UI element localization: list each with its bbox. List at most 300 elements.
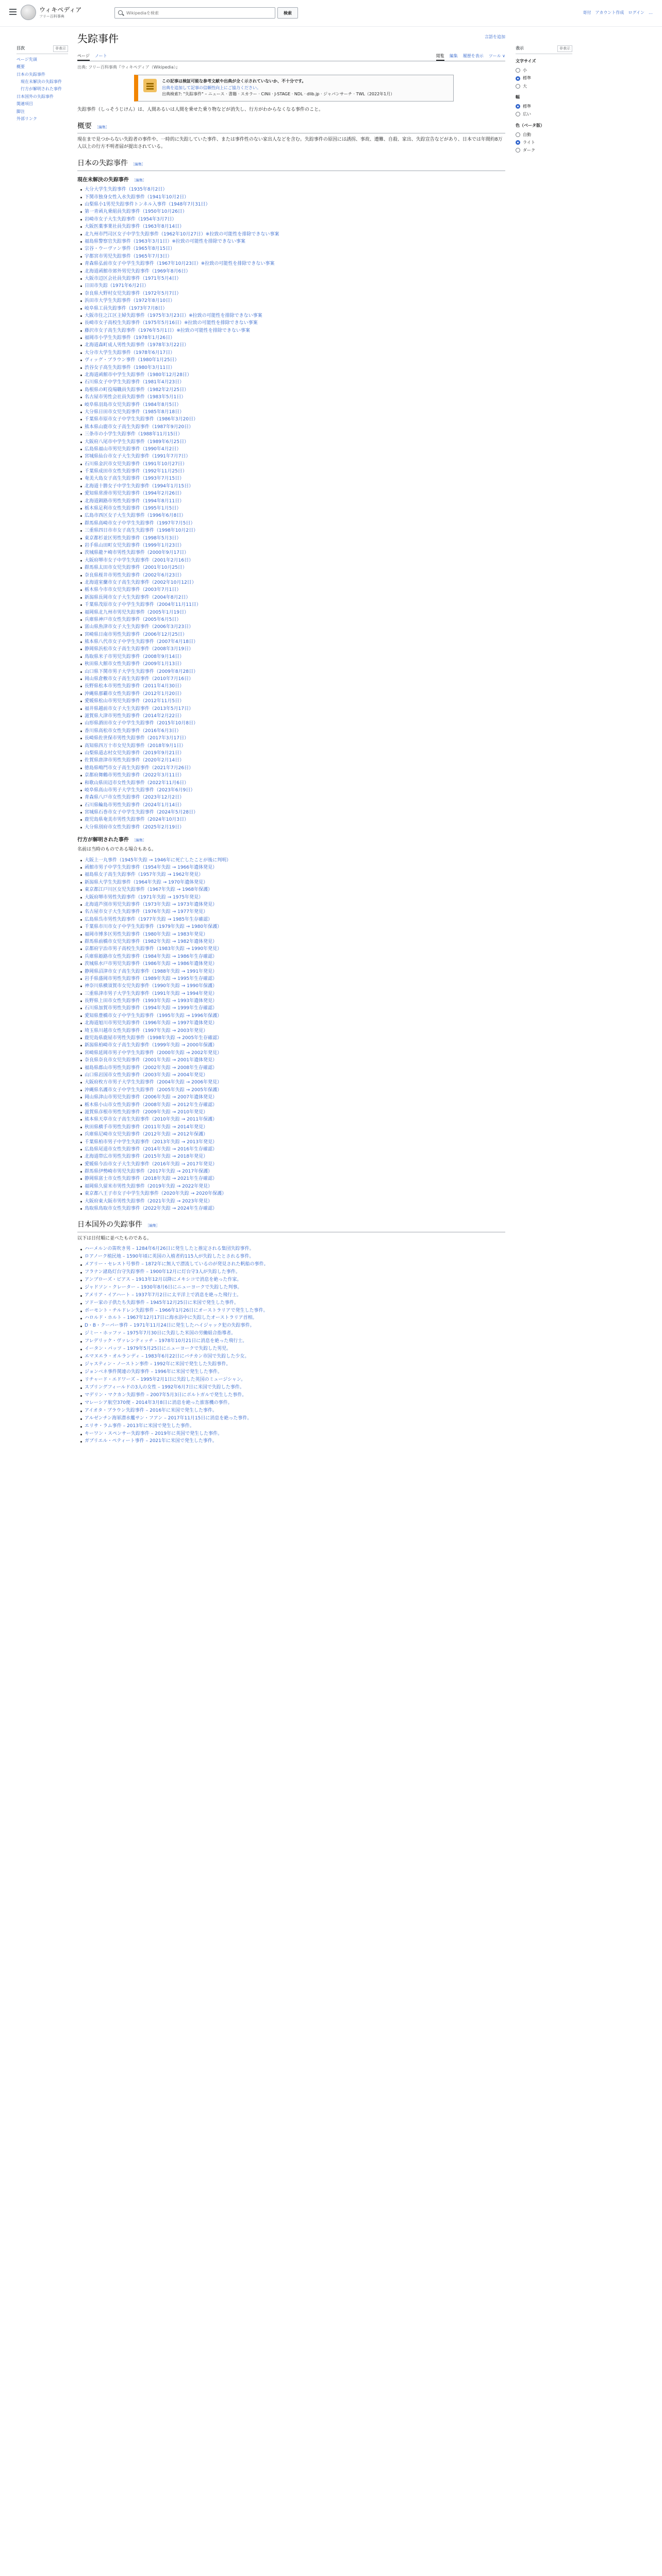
intl-item-link[interactable]: ジャドソン・クレーター – 1930年8月6日にニューヨークで失踪した判事。 bbox=[85, 1284, 242, 1290]
unsolved-item-link[interactable]: 静岡県浜松市女子高生失踪事件（2008年3月19日） bbox=[85, 647, 194, 652]
unsolved-item-link[interactable]: 岐阜県高山市男子大学生失踪事件（2023年6月9日） bbox=[85, 787, 195, 793]
solved-item bbox=[85, 1198, 505, 1205]
unsolved-item bbox=[85, 268, 505, 275]
unsolved-item-link[interactable]: 大分大学生失踪事件（1935年8月2日） bbox=[85, 187, 168, 193]
solved-item-link[interactable]: 東京都八王子市女子中学生失踪事件（2020年失踪 → 2020年保護） bbox=[85, 1191, 227, 1197]
unsolved-item-link[interactable]: 三重県四日市市女子高生失踪事件（1998年10月2日） bbox=[85, 528, 198, 534]
notice-line-2[interactable]: 出典を追加して記事の信頼性向上にご協力ください。 bbox=[162, 85, 261, 90]
unsolved-item bbox=[85, 327, 505, 334]
solved-item-link[interactable]: 岡山県津山市男児失踪事件（2006年失踪 → 2007年遺体発見） bbox=[85, 1095, 218, 1100]
unsolved-item bbox=[85, 660, 505, 668]
unsolved-item bbox=[85, 245, 505, 252]
unsolved-item-link[interactable]: 名古屋市男性会社員失踪事件（1983年5月1日） bbox=[85, 395, 186, 400]
appearance-panel bbox=[516, 45, 572, 155]
unsolved-item-link[interactable]: 千葉県茂原市女子中学生失踪事件（2004年11月11日） bbox=[85, 602, 201, 608]
unsolved-item-link[interactable]: 大阪府堺市女子中学生失踪事件（2001年2月16日） bbox=[85, 557, 194, 563]
unsolved-item-link[interactable]: 徳島県鳴門市女子高生失踪事件（2021年7月26日） bbox=[85, 765, 194, 771]
unsolved-item-link[interactable]: 新潟県長岡市女子大生失踪事件（2004年8月2日） bbox=[85, 595, 191, 600]
solved-item-link[interactable]: 千葉県市川市女子中学生失踪事件（1979年失踪 → 1980年保護） bbox=[85, 924, 222, 930]
unsolved-item-link[interactable]: 宮崎県日南市男性失踪事件（2006年12月25日） bbox=[85, 632, 187, 637]
unsolved-item-link[interactable]: 大分県別府市女性失踪事件（2025年2月19日） bbox=[85, 824, 185, 830]
donate-link[interactable]: 寄付 bbox=[583, 10, 591, 15]
intl-item bbox=[85, 1269, 505, 1276]
solved-item-link[interactable]: 岩手県盛岡市男性失踪事件（1989年失踪 → 1995年生存確認） bbox=[85, 976, 218, 981]
color-option-label: ライト bbox=[523, 140, 535, 145]
solved-item-link[interactable]: 沖縄県名護市女子中学生失踪事件（2005年失踪 → 2005年保護） bbox=[85, 1087, 222, 1093]
text-size-option[interactable] bbox=[516, 74, 572, 82]
solved-item-link[interactable]: 名古屋市女子大生失踪事件（1976年失踪 → 1977年発見） bbox=[85, 909, 208, 915]
solved-item bbox=[85, 1139, 505, 1146]
unsolved-item bbox=[85, 498, 505, 505]
intl-item-link[interactable]: アメリア・イアハート – 1937年7月2日に太平洋上で消息を絶った飛行士。 bbox=[85, 1292, 242, 1298]
unsolved-item bbox=[85, 735, 505, 742]
unsolved-item-link[interactable]: 山形県酒田市女子中学生失踪事件（2015年10月8日） bbox=[85, 721, 198, 726]
more-options-icon[interactable]: … bbox=[649, 10, 653, 15]
unsolved-item-link[interactable]: 長野県松本市男性失踪事件（2011年4月30日） bbox=[85, 684, 185, 689]
unsolved-item bbox=[85, 334, 505, 342]
unsolved-list bbox=[77, 186, 505, 831]
solved-item-link[interactable]: 熊本県天草市女子高生失踪事件（2010年失踪 → 2011年保護） bbox=[85, 1117, 218, 1123]
book-icon bbox=[143, 79, 157, 92]
intl-item-link[interactable]: ロアノーク植民地 – 1590年頃に英国の入植者約115人が失踪したとされる事件。 bbox=[85, 1253, 254, 1259]
width-option[interactable] bbox=[516, 103, 572, 110]
unsolved-item-link[interactable]: 熊本県山鹿市女子高生失踪事件（1987年9月20日） bbox=[85, 424, 194, 430]
unsolved-item-link[interactable]: 京都府舞鶴市男性失踪事件（2022年3月11日） bbox=[85, 773, 185, 778]
unsolved-item bbox=[85, 505, 505, 512]
unsolved-item bbox=[85, 379, 505, 386]
unsolved-item-link[interactable]: 鹿児島県奄美市男性失踪事件（2024年10月3日） bbox=[85, 817, 189, 823]
unsolved-item-link[interactable]: 和歌山県田辺市女性失踪事件（2022年11月6日） bbox=[85, 780, 189, 786]
unsolved-item bbox=[85, 468, 505, 475]
solved-item-link[interactable]: 大阪府東大阪市男性失踪事件（2021年失踪 → 2023年発見） bbox=[85, 1198, 213, 1204]
intl-item-link[interactable]: ハロルド・ホルト – 1967年12月17日に海水浴中に失踪したオーストラリア首相。 bbox=[85, 1315, 257, 1321]
solved-item-link[interactable]: 北海道帯広市男性失踪事件（2015年失踪 → 2018年発見） bbox=[85, 1154, 208, 1160]
unsolved-item-link[interactable]: 東京都杉並区男性失踪事件（1998年5月3日） bbox=[85, 535, 181, 541]
unsolved-item bbox=[85, 453, 505, 460]
solved-item-link[interactable]: 三重県津市男子大学生失踪事件（1991年失踪 → 1994年発見） bbox=[85, 991, 218, 996]
intl-item-link[interactable]: エリサ・ラム事件 – 2013年に米国で発生した事件。 bbox=[85, 1423, 194, 1429]
width-label: 幅 bbox=[516, 94, 520, 99]
unsolved-item-link[interactable]: 大分県日田市女児失踪事件（1985年8月18日） bbox=[85, 409, 185, 415]
unsolved-item-link[interactable]: 岩崎市女子大生失踪事件（1954年3月7日） bbox=[85, 216, 177, 222]
solved-item-link[interactable]: 福島県郡山市男性失踪事件（2002年失踪 → 2008年生存確認） bbox=[85, 1065, 218, 1071]
color-option[interactable] bbox=[516, 139, 572, 146]
intl-item-link[interactable]: リチャード・エドワーズ – 1995年2月1日に失踪した英国のミュージシャン。 bbox=[85, 1377, 246, 1382]
unsolved-item bbox=[85, 772, 505, 779]
intl-item-link[interactable]: フラナン諸島灯台守失踪事件 – 1900年12月に灯台守3人が失踪した事件。 bbox=[85, 1269, 240, 1275]
edit-link[interactable]: ［編集］ bbox=[145, 1224, 160, 1228]
unsolved-item-link[interactable]: 奈良県桜井市男性失踪事件（2002年6月23日） bbox=[85, 572, 185, 578]
search-button[interactable]: 検索 bbox=[277, 7, 298, 19]
intl-item-link[interactable]: ソドー家の子供たち失踪事件 – 1945年12月25日に米国で発生した事件。 bbox=[85, 1300, 239, 1306]
hamburger-menu-icon[interactable] bbox=[9, 9, 16, 15]
unsolved-item bbox=[85, 557, 505, 564]
solved-item-link[interactable]: 奈良県奈良市女児失踪事件（2001年失踪 → 2001年遺体発見） bbox=[85, 1058, 218, 1063]
toc-item[interactable]: 関連項目 bbox=[16, 101, 33, 107]
solved-item bbox=[85, 1131, 505, 1138]
toc-item[interactable]: 日本の失踪事件 bbox=[16, 72, 45, 77]
solved-item bbox=[85, 1027, 505, 1035]
unsolved-item-link[interactable]: 山梨県道志村女児失踪事件（2019年9月21日） bbox=[85, 750, 185, 756]
radio-icon[interactable] bbox=[516, 84, 520, 89]
solved-item-link[interactable]: 静岡県沼津市女子高生失踪事件（1988年失踪 → 1991年発見） bbox=[85, 969, 218, 974]
solved-item bbox=[85, 1190, 505, 1197]
solved-item-link[interactable]: 兵庫県姫路市女性失踪事件（1984年失踪 → 1986年生存確認） bbox=[85, 954, 218, 959]
unsolved-item bbox=[85, 713, 505, 720]
intl-item bbox=[85, 1369, 505, 1376]
unsolved-item-link[interactable]: 北海道函館市郊外男児失踪事件（1969年8月6日） bbox=[85, 268, 191, 274]
toc-item[interactable]: 脚注 bbox=[16, 109, 25, 114]
intl-item-link[interactable]: ガブリエル・ペティート事件 – 2021年に米国で発生した事件。 bbox=[85, 1438, 217, 1444]
edit-link[interactable]: ［編集］ bbox=[132, 178, 146, 182]
edit-link[interactable]: ［編集］ bbox=[132, 838, 146, 843]
intl-item-link[interactable]: ジミー・ホッファ – 1975年7月30日に失踪した米国の労働組合指導者。 bbox=[85, 1331, 236, 1336]
solved-item-link[interactable]: 東京都江戸川区女児失踪事件（1967年失踪 → 1968年保護） bbox=[85, 887, 213, 893]
unsolved-item-link[interactable]: 北海道函館市中学生失踪事件（1980年12月28日） bbox=[85, 372, 192, 378]
unsolved-item-link[interactable]: 浜田市大学生失踪事件（1972年8月10日） bbox=[85, 298, 175, 304]
unsolved-item bbox=[85, 312, 505, 319]
unsolved-item-link[interactable]: 大阪医薬事業社員失踪事件（1963年8月14日） bbox=[85, 224, 185, 230]
intl-item bbox=[85, 1438, 505, 1445]
unsolved-item-link[interactable]: 第一青函丸乗組員失踪事件（1950年10月26日） bbox=[85, 209, 187, 215]
solved-item bbox=[85, 1072, 505, 1079]
toc-item[interactable]: 日本国外の失踪事件 bbox=[16, 94, 54, 99]
solved-item-link[interactable]: 群馬県前橋市女児失踪事件（1982年失踪 → 1982年遺体発見） bbox=[85, 939, 218, 944]
solved-item-link[interactable]: 広島県呉市男性失踪事件（1977年失踪 → 1985年生存確認） bbox=[85, 917, 213, 922]
intl-item-link[interactable]: ボーモント・チルドレン失踪事件 – 1966年1月26日にオーストラリアで発生した事件。 bbox=[85, 1308, 268, 1313]
unsolved-item-link[interactable]: 愛知県常滑市男児失踪事件（1994年2月26日） bbox=[85, 491, 185, 497]
unsolved-item-link[interactable]: 千葉県市原市女子中学生失踪事件（1986年3月20日） bbox=[85, 417, 198, 422]
intl-item bbox=[85, 1346, 505, 1353]
unsolved-item-link[interactable]: 滋賀県大津市男性失踪事件（2014年2月22日） bbox=[85, 713, 185, 719]
intl-item-link[interactable]: イータン・パッツ – 1979年5月25日にニューヨークで失踪した男児。 bbox=[85, 1346, 231, 1352]
unsolved-item-link[interactable]: 青森県弘前市女子中学生失踪事件（1967年10月23日）※拉致の可能性を排除できない事案 bbox=[85, 261, 275, 267]
unsolved-item-link[interactable]: 秋田県大館市女性失踪事件（2009年1月13日） bbox=[85, 662, 185, 667]
unsolved-item-link[interactable]: 渋谷女子高生失踪事件（1980年3月11日） bbox=[85, 365, 175, 370]
unsolved-item-link[interactable]: 北九州市門司区女子中学生失踪事件（1962年10月27日）※拉致の可能性を排除できない事案 bbox=[85, 231, 279, 237]
radio-icon[interactable] bbox=[516, 76, 520, 81]
unsolved-item bbox=[85, 787, 505, 794]
unsolved-item-link[interactable]: 藤沢市女子高生失踪事件（1976年5月1日）※拉致の可能性を排除できない事案 bbox=[85, 328, 250, 333]
edit-link[interactable]: ［編集］ bbox=[131, 162, 145, 167]
solved-item-link[interactable]: 栃木県小山市女性失踪事件（2008年失踪 → 2012年生存確認） bbox=[85, 1102, 218, 1108]
unsolved-item-link[interactable]: 石川県輪島市男性失踪事件（2024年1月14日） bbox=[85, 802, 185, 808]
toc-item[interactable]: 現在未解決の失踪事件 bbox=[21, 79, 62, 84]
intl-item-link[interactable]: ジョンベネ事件関連の失踪事件 – 1996年に米国で発生した事件。 bbox=[85, 1369, 222, 1375]
radio-icon[interactable] bbox=[516, 140, 520, 145]
solved-item bbox=[85, 886, 505, 893]
unsolved-item bbox=[85, 802, 505, 809]
unsolved-item-link[interactable]: 宮城県仙台市女子大生失踪事件（1991年7月7日） bbox=[85, 454, 191, 460]
solved-item-link[interactable]: 秋田県横手市男性失踪事件（2011年失踪 → 2014年発見） bbox=[85, 1124, 208, 1130]
intl-item-link[interactable]: アイオタ・ブラウン失踪事件 – 2016年に米国で発生した事件。 bbox=[85, 1408, 218, 1413]
unsolved-item-link[interactable]: 香川県高松市女性失踪事件（2016年6月3日） bbox=[85, 728, 181, 734]
source-line: 出典: フリー百科事典『ウィキペディア（Wikipedia）』 bbox=[77, 65, 180, 70]
solved-item bbox=[85, 1124, 505, 1131]
solved-item-link[interactable]: 長野県上田市女性失踪事件（1993年失踪 → 1993年遺体発見） bbox=[85, 998, 218, 1004]
tab-tools[interactable]: ツール ∨ bbox=[488, 54, 505, 58]
intl-item-link[interactable]: フレデリック・ヴァレンティッチ – 1978年10月21日に消息を絶った飛行士。 bbox=[85, 1338, 247, 1344]
intl-item-link[interactable]: ハーメルンの笛吹き男 – 1284年6月26日に発生したと推定される集団失踪事件。 bbox=[85, 1246, 254, 1252]
unsolved-item-link[interactable]: 大阪市住之江区主婦失踪事件（1975年3月23日）※拉致の可能性を排除できない事案 bbox=[85, 313, 262, 318]
solved-item-link[interactable]: 大阪府堺市男性失踪事件（1971年失踪 → 1975年発見） bbox=[85, 894, 204, 900]
unsolved-item-link[interactable]: 宗谷・ウーヴァン事件（1965年8月15日） bbox=[85, 246, 175, 252]
toc-item[interactable]: 外部リンク bbox=[16, 116, 37, 121]
user-links bbox=[583, 10, 653, 16]
solved-item-link[interactable]: 福岡市博多区男性失踪事件（1980年失踪 → 1983年発見） bbox=[85, 931, 208, 937]
unsolved-item bbox=[85, 186, 505, 193]
solved-item-link[interactable]: 滋賀県彦根市男性失踪事件（2009年失踪 → 2010年発見） bbox=[85, 1109, 208, 1115]
unsolved-item-link[interactable]: 青森県八戸市女性失踪事件（2023年12月2日） bbox=[85, 795, 185, 801]
unsolved-item-link[interactable]: 山梨県小1男児失踪事件トンネル入事件（1948年7月31日） bbox=[85, 202, 210, 208]
tab-talk[interactable]: ノート bbox=[94, 54, 107, 58]
solved-item-link[interactable]: 大阪府枚方市男子大学生失踪事件（2004年失踪 → 2006年発見） bbox=[85, 1080, 222, 1086]
solved-item-link[interactable]: 神奈川県横須賀市女児失踪事件（1990年失踪 → 1990年保護） bbox=[85, 984, 218, 989]
unsolved-item-link[interactable]: 石川県金沢市女児失踪事件（1991年10月27日） bbox=[85, 461, 187, 467]
toc-item[interactable]: 行方が解明された事件 bbox=[21, 87, 62, 92]
toc-hide-button[interactable]: 非表示 bbox=[53, 45, 68, 52]
solved-item-link[interactable]: 愛知県豊橋市女子中学生失踪事件（1995年失踪 → 1996年保護） bbox=[85, 1013, 222, 1019]
unsolved-item-link[interactable]: 山口県下関市男子大学生失踪事件（2009年8月28日） bbox=[85, 669, 198, 674]
solved-item bbox=[85, 1012, 505, 1020]
unsolved-item bbox=[85, 208, 505, 215]
solved-item-link[interactable]: 鹿児島県鹿屋市男性失踪事件（1998年失踪 → 2005年生存確認） bbox=[85, 1036, 222, 1041]
tab-history[interactable]: 履歴を表示 bbox=[462, 54, 484, 58]
unsolved-item-link[interactable]: 富山県魚津市女子大生失踪事件（2006年3月23日） bbox=[85, 624, 194, 630]
unsolved-item bbox=[85, 653, 505, 660]
unsolved-item-link[interactable]: 福島県警察官失踪事件（1963年3月1日）※拉致の可能性を排除できない事案 bbox=[85, 239, 245, 244]
unsolved-item-link[interactable]: 岩手県山田町女児失踪事件（1999年1月23日） bbox=[85, 543, 185, 548]
intl-item bbox=[85, 1361, 505, 1368]
solved-item-link[interactable]: 京都府宇治市男子高校生失踪事件（1983年失踪 → 1990年発見） bbox=[85, 946, 222, 952]
appearance-hide-button[interactable]: 非表示 bbox=[557, 45, 572, 52]
unsolved-item-link[interactable]: 島根県の町役場職員失踪事件（1982年2月25日） bbox=[85, 387, 189, 393]
solved-item-link[interactable]: 大阪上一丸事件（1945年失踪 → 1946年に死亡したことが後に判明） bbox=[85, 857, 231, 863]
solved-item bbox=[85, 1094, 505, 1101]
unsolved-item bbox=[85, 668, 505, 675]
text-size-option[interactable] bbox=[516, 82, 572, 90]
color-option[interactable] bbox=[516, 131, 572, 139]
unsolved-item bbox=[85, 275, 505, 282]
unsolved-item-link[interactable]: 兵庫県神戸市女性失踪事件（2005年6月5日） bbox=[85, 617, 181, 622]
tab-page[interactable]: ページ bbox=[77, 51, 90, 61]
unsolved-item bbox=[85, 490, 505, 497]
intl-item bbox=[85, 1323, 505, 1330]
solved-item-link[interactable]: 兵庫県尼崎市女児失踪事件（2012年失踪 → 2012年保護） bbox=[85, 1132, 208, 1138]
unsolved-item-link[interactable]: 広島県福山市男児失踪事件（1990年4月2日） bbox=[85, 446, 181, 452]
tab-read[interactable]: 閲覧 bbox=[436, 51, 444, 61]
color-option[interactable] bbox=[516, 146, 572, 154]
unsolved-item-link[interactable]: 奄美大島女子高生失踪事件（1993年7月15日） bbox=[85, 476, 185, 482]
unsolved-item bbox=[85, 549, 505, 556]
intl-item-link[interactable]: メアリー・セレスト号事件 – 1872年に無人で漂流しているのが発見された帆船の事件。 bbox=[85, 1261, 269, 1267]
unsolved-item-link[interactable]: 佐賀県唐津市男性失踪事件（2020年2月14日） bbox=[85, 758, 185, 764]
unsolved-item-link[interactable]: 広島市西区女子大生失踪事件（1996年6月8日） bbox=[85, 513, 186, 519]
solved-item bbox=[85, 1101, 505, 1109]
width-option[interactable] bbox=[516, 110, 572, 118]
unsolved-item bbox=[85, 779, 505, 787]
overview-text: 現在まで見つからない失踪者の事件や、一時的に失踪していた事件、または事件性のない家出人などを含む。失踪事件の原因には誘拐、事故、遭難、自殺、家出、失踪宣告などがあり、日本では年間約8万人以上の行方不明者届が提出されている。 bbox=[77, 137, 503, 150]
unsolved-item bbox=[85, 409, 505, 416]
color-option-label: ダーク bbox=[523, 148, 535, 153]
unsolved-item-link[interactable]: 岐阜県工員失踪事件（1973年7月8日） bbox=[85, 306, 168, 311]
unsolved-item-link[interactable]: 熊本県八代市女子中学生失踪事件（2007年4月18日） bbox=[85, 639, 198, 645]
radio-icon[interactable] bbox=[516, 132, 520, 137]
radio-icon[interactable] bbox=[516, 148, 520, 152]
solved-item-link[interactable]: 函館市男子中学生失踪事件（1954年失踪 → 1966年遺体発見） bbox=[85, 865, 218, 871]
unsolved-item-link[interactable]: 大阪市辺区会社員失踪事件（1971年5月4日） bbox=[85, 276, 181, 281]
unsolved-item-link[interactable]: 福井県越前市女子大生失踪事件（2013年5月17日） bbox=[85, 706, 194, 711]
unsolved-item-link[interactable]: 岡山県倉敷市女子高生失踪事件（2010年7月16日） bbox=[85, 676, 194, 682]
solved-item bbox=[85, 1042, 505, 1049]
create-account-link[interactable]: アカウント作成 bbox=[595, 10, 624, 15]
unsolved-item bbox=[85, 646, 505, 653]
unsolved-item-link[interactable]: 沖縄県那覇市女性失踪事件（2012年1月20日） bbox=[85, 691, 185, 697]
solved-item-link[interactable]: 福島県女子高生失踪事件（1957年失踪 → 1962年発見） bbox=[85, 872, 204, 878]
solved-item-link[interactable]: 宮崎県延岡市男子中学生失踪事件（2000年失踪 → 2002年発見） bbox=[85, 1050, 222, 1056]
solved-item-link[interactable]: 愛媛県今治市女子大生失踪事件（2016年失踪 → 2017年発見） bbox=[85, 1161, 218, 1167]
text-size-option-label: 小 bbox=[523, 68, 527, 73]
solved-item bbox=[85, 1005, 505, 1012]
solved-item-link[interactable]: 広島県尾道市女性失踪事件（2014年失踪 → 2016年生存確認） bbox=[85, 1146, 218, 1152]
solved-item-link[interactable]: 新潟県柏崎市女子高生失踪事件（1999年失踪 → 2000年保護） bbox=[85, 1043, 218, 1048]
logo-title[interactable]: ウィキペディア bbox=[39, 6, 82, 13]
solved-item-link[interactable]: 千葉県柏市男子中学生失踪事件（2013年失踪 → 2013年発見） bbox=[85, 1139, 218, 1145]
solved-item bbox=[85, 1175, 505, 1182]
intl-item-link[interactable]: ジャスティン・ノーストン事件 – 1992年に米国で発生した失踪事件。 bbox=[85, 1362, 231, 1367]
color-option-label: 自動 bbox=[523, 132, 531, 137]
unsolved-item bbox=[85, 290, 505, 297]
unsolved-item bbox=[85, 371, 505, 379]
unsolved-item-link[interactable]: ヴィッグ・ブラウン事件（1980年1月25日） bbox=[85, 358, 179, 363]
unsolved-item-link[interactable]: 北海道釧路市男性失踪事件（1994年8月11日） bbox=[85, 498, 185, 504]
solved-item bbox=[85, 901, 505, 908]
intl-item bbox=[85, 1338, 505, 1345]
unsolved-item-link[interactable]: 群馬県太田市女児失踪事件（2001年10月25日） bbox=[85, 565, 187, 571]
solved-item-link[interactable]: 埼玉県川越市女性失踪事件（1997年失踪 → 2003年発見） bbox=[85, 1028, 208, 1033]
intl-heading: 日本国外の失踪事件 ［編集］ bbox=[77, 1219, 505, 1232]
radio-icon[interactable] bbox=[516, 68, 520, 73]
unsolved-item bbox=[85, 809, 505, 816]
unsolved-item-link[interactable]: 高知県四万十市女児失踪事件（2018年9月1日） bbox=[85, 743, 186, 749]
solved-item bbox=[85, 960, 505, 968]
solved-item-link[interactable]: 山口県岩国市女性失踪事件（2003年失踪 → 2004年発見） bbox=[85, 1073, 208, 1078]
unsolved-item bbox=[85, 446, 505, 453]
unsolved-item bbox=[85, 431, 505, 438]
intl-item-link[interactable]: マデリン・マクカン失踪事件 – 2007年5月3日にポルトガルで発生した事件。 bbox=[85, 1392, 247, 1398]
unsolved-item bbox=[85, 364, 505, 371]
radio-icon[interactable] bbox=[516, 112, 520, 116]
solved-item-link[interactable]: 北海道旭川市男児失踪事件（1996年失踪 → 1997年遺体発見） bbox=[85, 1021, 218, 1026]
search-box bbox=[114, 7, 275, 19]
intl-item-link[interactable]: キーワン・スペンサー失踪事件 – 2019年に英国で発生した事件。 bbox=[85, 1431, 223, 1436]
intl-item-link[interactable]: アルゼンチン海軍潜水艦サン・フアン – 2017年11月15日に消息を絶った事件。 bbox=[85, 1415, 252, 1421]
wikipedia-logo[interactable] bbox=[21, 5, 36, 20]
solved-item-link[interactable]: 福岡県久留米市男性失踪事件（2019年失踪 → 2022年発見） bbox=[85, 1183, 213, 1189]
unsolved-item-link[interactable]: 北海道森町成人男性失踪事件（1978年3月22日） bbox=[85, 343, 189, 348]
text-size-option[interactable] bbox=[516, 66, 572, 74]
unsolved-item-link[interactable]: 群馬県高崎市女子中学生失踪事件（1997年7月5日） bbox=[85, 520, 195, 526]
unsolved-item bbox=[85, 461, 505, 468]
intl-item bbox=[85, 1392, 505, 1399]
toc-item[interactable]: ページ先頭 bbox=[16, 57, 37, 62]
intl-item-link[interactable]: マレーシア航空370便 – 2014年3月8日に消息を絶った旅客機の事件。 bbox=[85, 1400, 233, 1405]
unsolved-item-link[interactable]: 長崎県佐世保市男性失踪事件（2017年3月17日） bbox=[85, 736, 189, 741]
unsolved-item-link[interactable]: 千葉県成田市女性失踪事件（1992年11月25日） bbox=[85, 469, 187, 474]
solved-item bbox=[85, 968, 505, 975]
unsolved-item-link[interactable]: 北海道室蘭市女子高生失踪事件（2002年10月12日） bbox=[85, 580, 196, 585]
toc-item[interactable]: 概要 bbox=[16, 64, 25, 70]
unsolved-item bbox=[85, 401, 505, 409]
solved-item bbox=[85, 1205, 505, 1212]
edit-link[interactable]: ［編集］ bbox=[95, 125, 109, 129]
unsolved-item-link[interactable]: 栃木県今市市女児失踪事件（2003年7月1日） bbox=[85, 587, 181, 593]
citation-notice bbox=[134, 75, 454, 101]
search-input[interactable] bbox=[126, 9, 271, 16]
unsolved-item-link[interactable]: 鳥取県米子市男児失踪事件（2008年9月14日） bbox=[85, 654, 185, 659]
intl-item-link[interactable]: スプリングフィールドの3人の女性 – 1992年6月7日に米国で失踪した事件。 bbox=[85, 1384, 244, 1390]
unsolved-item-link[interactable]: 岐阜県羽島市女児失踪事件（1984年8月5日） bbox=[85, 402, 181, 408]
unsolved-item bbox=[85, 623, 505, 631]
unsolved-item bbox=[85, 305, 505, 312]
intl-item-link[interactable]: D・B・クーパー事件 – 1971年11月24日に発生したハイジャック犯の失踪事件。 bbox=[85, 1323, 255, 1329]
unsolved-item-link[interactable]: 石川県女子中学生失踪事件（1981年4月23日） bbox=[85, 380, 185, 385]
unsolved-item-link[interactable]: 福岡市小学生失踪事件（1978年1月26日） bbox=[85, 335, 175, 341]
solved-item-link[interactable]: 茨城県水戸市男児失踪事件（1986年失踪 → 1986年遺体発見） bbox=[85, 961, 218, 967]
radio-icon[interactable] bbox=[516, 104, 520, 109]
unsolved-item-link[interactable]: 三条市の小学生失踪事件（1988年11月15日） bbox=[85, 432, 183, 437]
unsolved-item-link[interactable]: 日田市失踪（1971年6月2日） bbox=[85, 283, 149, 289]
main-content bbox=[77, 31, 505, 1446]
unsolved-item-link[interactable]: 福岡県北九州市男児失踪事件（2005年1月19日） bbox=[85, 609, 189, 615]
login-link[interactable]: ログイン bbox=[628, 10, 644, 15]
unsolved-item bbox=[85, 675, 505, 683]
tab-edit[interactable]: 編集 bbox=[449, 54, 458, 58]
solved-item-link[interactable]: 鳥取県鳥取市女性失踪事件（2022年失踪 → 2024年生存確認） bbox=[85, 1206, 218, 1212]
intl-item-link[interactable]: エマヌエラ・オルランディ – 1983年6月22日にバチカン市国で失踪した少女。 bbox=[85, 1354, 250, 1360]
unsolved-item-link[interactable]: 北海道十勝女子中学生失踪事件（1994年1月15日） bbox=[85, 483, 194, 489]
solved-item-link[interactable]: 群馬県伊勢崎市男児失踪事件（2017年失踪 → 2017年保護） bbox=[85, 1169, 213, 1175]
solved-item-link[interactable]: 北海道芦別市男児失踪事件（1973年失踪 → 1973年遺体発見） bbox=[85, 902, 218, 908]
width-option-label: 標準 bbox=[523, 104, 531, 109]
add-language-button[interactable]: 言語を追加 bbox=[485, 35, 505, 39]
solved-item-link[interactable]: 静岡県富士市女性失踪事件（2018年失踪 → 2021年生存確認） bbox=[85, 1176, 218, 1182]
intl-item-link[interactable]: アンブローズ・ビアス – 1913年12月以降にメキシコで消息を絶った作家。 bbox=[85, 1277, 242, 1282]
solved-item-link[interactable]: 石川県加賀市男性失踪事件（1994年失踪 → 1999年生存確認） bbox=[85, 1006, 218, 1011]
unsolved-item-link[interactable]: 栃木県足利市女性失踪事件（1995年1月5日） bbox=[85, 506, 181, 512]
unsolved-item-link[interactable]: 奈良県大野村女児失踪事件（1972年5月7日） bbox=[85, 291, 181, 296]
intl-item bbox=[85, 1284, 505, 1292]
intl-item bbox=[85, 1330, 505, 1337]
unsolved-item-link[interactable]: 下関市独身女性入水失踪事件（1941年10月2日） bbox=[85, 194, 189, 200]
unsolved-item-link[interactable]: 茨城県龍ケ崎市男性失踪事件（2000年9月17日） bbox=[85, 550, 189, 556]
unsolved-item-link[interactable]: 大分市大学生失踪事件（1978年6月17日） bbox=[85, 350, 175, 355]
solved-item bbox=[85, 1079, 505, 1086]
unsolved-item bbox=[85, 690, 505, 698]
intl-item bbox=[85, 1300, 505, 1307]
unsolved-item-link[interactable]: 長崎市女子高校生失踪事件（1975年5月16日）※拉致の可能性を排除できない事案 bbox=[85, 320, 258, 326]
unsolved-item bbox=[85, 698, 505, 705]
unsolved-item-link[interactable]: 愛媛県松山市男児失踪事件（2012年11月5日） bbox=[85, 699, 185, 704]
intl-item bbox=[85, 1277, 505, 1284]
unsolved-item bbox=[85, 475, 505, 482]
solved-item-link[interactable]: 新潟県大学生失踪事件（1964年失踪 → 1970年遺体発見） bbox=[85, 879, 208, 885]
unsolved-item-link[interactable]: 宮城県石巻市女子中学生失踪事件（2024年5月28日） bbox=[85, 810, 198, 816]
intl-item bbox=[85, 1415, 505, 1422]
unsolved-item-link[interactable]: 大阪府八尾市中学生失踪事件（1989年6月25日） bbox=[85, 439, 189, 445]
solved-item bbox=[85, 923, 505, 930]
unsolved-item-link[interactable]: 宇都宮市男児失踪事件（1965年7月3日） bbox=[85, 253, 172, 259]
